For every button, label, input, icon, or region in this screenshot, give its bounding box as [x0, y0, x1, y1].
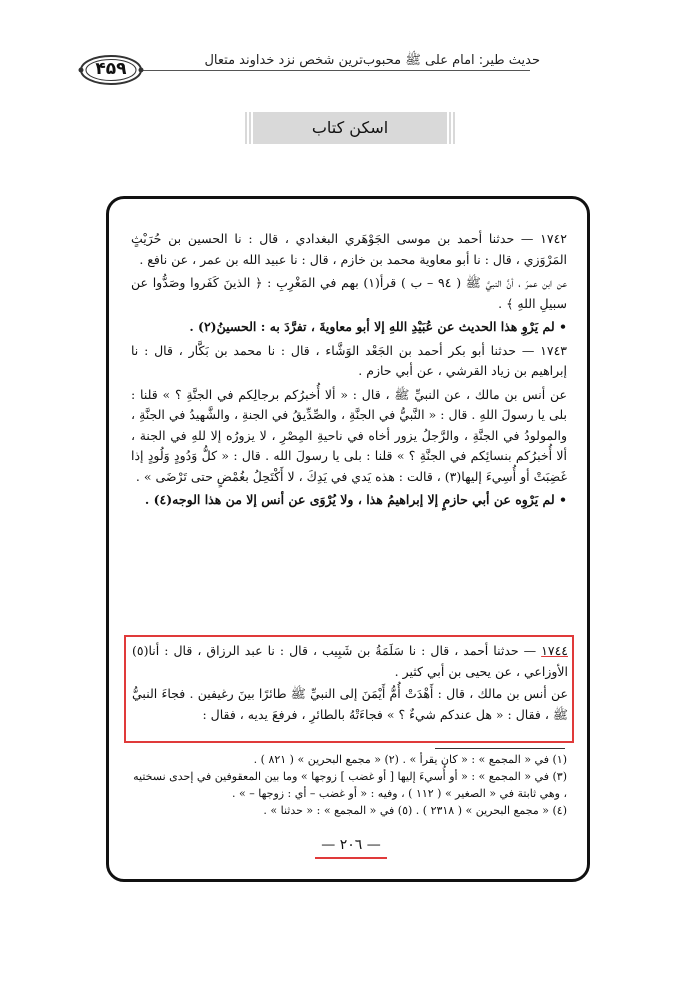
hadith-1744-chain-text: — حدثنا أحمد ، قال : نا سَلَمَةُ بن شَبِيب ، قال : نا عبد الرزاق ، قال : أنا(٥) الأوزاعي ، عن يحيى بن أبي كثير . [132, 643, 568, 679]
hadith-1744-chain [132, 641, 568, 682]
highlighted-hadith-1744 [124, 635, 574, 743]
footnote: (٤) « مجمع البحرين » ( ٢٣١٨ ) . (٥) في « المجمع » : « حدثنا » . [263, 804, 567, 817]
page-header-title: حدیث طیر: امام علی ﷺ محبوب‌ترین شخص نزد خداوند متعال [204, 53, 540, 68]
page-number-underline [315, 857, 387, 859]
page-number: ۴۵۹ [95, 59, 127, 79]
hadith-1743-text: عن أنس بن مالك ، عن النبيِّ ﷺ ، قال : « ألا أُخبرُكم برجالِكم في الجنَّةِ ؟ » قلنا : بلى يا رسولَ اللهِ . قال : « النَّبيُّ في الجنَّةِ ، والصِّدِّيقُ في الجنةِ ، والشَّهيدُ في الجنَّةِ ، والمولودُ في الجنَّةِ ، والرَّجلُ يزور أخاه في ناحيةِ المِصْرِ ، لا يزورُه إلا للهِ في الجنة ، ألا أُخبرُكم بنسائِكم في الجنَّةِ ؟ » قلنا : بلى يا رسولَ الله . قال : « كلُّ وَدُودٍ وَلُودٍ إذا غَضِبَتْ أو أُسِيءَ إليها(٣) ، قالت : هذه يَدي في يَدِكَ ، لا أَكْتَحِلُ بغُمْضٍ حتى تَرْضَى » . [131, 386, 567, 484]
scanned-page [106, 196, 590, 882]
footnote: (٣) في « المجمع » : « أو أُسيءَ إليها [ أو غضب ] زوجها » وما بين المعقوفين في إحدى نسختيه ، وهي ثابتة في « الصغير » ( ١١٢ ) ، وفيه : « أو غضب – أي : زوجها – » . [133, 770, 567, 800]
scan-page-number: — ٢٠٦ — [321, 837, 381, 853]
hadith-1742: ١٧٤٢ — حدثنا أحمد بن موسى الجَوْهَري البغدادي ، قال : نا الحسين بن حُرَيْثٍ المَرْوَزي ، قال : نا أبو معاوية محمد بن خازم ، قال : نا عبيد الله بن عمر ، عن نافع . [131, 231, 567, 267]
scan-text [131, 229, 567, 514]
footnote-rule [435, 748, 565, 749]
note-1742: • لم يَرْوِ هذا الحديث عن عُبَيْدِ اللهِ إلا أبو معاويةَ ، تفرَّدَ به : الحسينُ(٢) . [189, 319, 567, 334]
hadith-number: ١٧٤٤ [541, 643, 568, 658]
footnotes [131, 751, 567, 819]
header-rule [140, 70, 530, 71]
note-1743: • لم يَرْوِه عن أبي حازمٍ إلا إبراهيمُ هذا ، ولا يُرْوَى عن أنس إلا من هذا الوجه(٤) . [144, 492, 567, 507]
hadith-1744-text: عن أنس بن مالك ، قال : أَهْدَتْ أُمُّ أَيْمَنَ إلى النبيِّ ﷺ طائرًا بينَ رغيفين . فجاءَ النبيُّ ﷺ ، فقال : « هل عندكم شيءٌ ؟ » فجاءَتْهُ بالطائرِ ، فرفعَ يديه ، فقال : [132, 686, 568, 722]
hadith-1742-text: عن ابن عمرَ ، أنَّ النبيَّ ﷺ ( ٩٤ – ب ) قرأ(١) بهم في المَغْرِبِ : ﴿ الذينَ كَفَروا وصَدُّوا عن سبيلِ اللهِ ﴾ . [131, 275, 567, 311]
scan-label: اسکن کتاب [255, 112, 445, 144]
hadith-1743: ١٧٤٣ — حدثنا أبو بكر أحمد بن الجَعْد الوَشَّاء ، قال : نا محمد بن بَكَّار ، قال : نا إبراهيم بن زياد القرشي ، عن أبي حازم . [131, 342, 567, 378]
page-number-badge [78, 54, 144, 86]
footnote: (١) في « المجمع » : « كان يقرأ » . (٢) « مجمع البحرين » ( ٨٢١ ) . [253, 753, 567, 766]
